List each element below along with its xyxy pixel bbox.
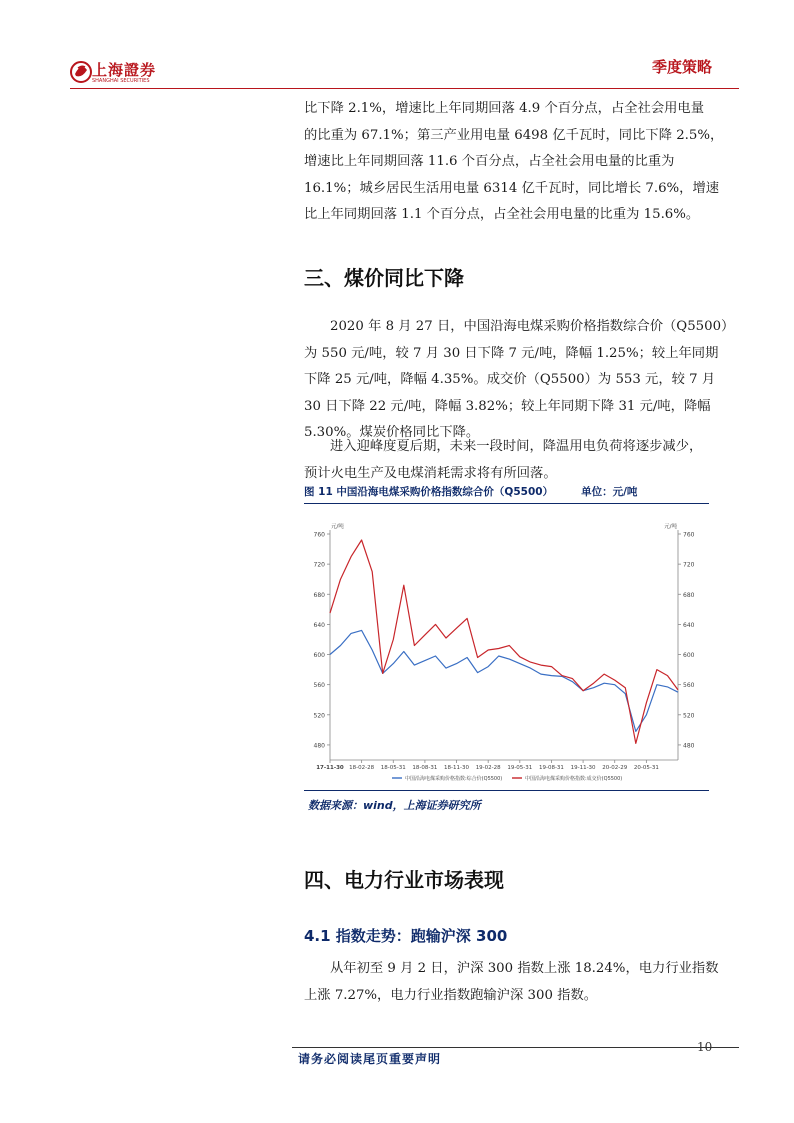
text-line: 16.1%；城乡居民生活用电量 6314 亿千瓦时，同比增长 7.6%，增速 xyxy=(304,180,720,196)
y-axis-label-right: 元/吨 xyxy=(664,524,677,530)
figure-source: 数据来源：wind，上海证券研究所 xyxy=(308,799,481,812)
series-line-1 xyxy=(330,630,678,731)
y-tick-label: 680 xyxy=(313,591,325,599)
text-line: 的比重为 67.1%；第三产业用电量 6498 亿千瓦时，同比下降 2.5%， xyxy=(304,127,724,143)
text-line: 2020 年 8 月 27 日，中国沿海电煤采购价格指数综合价（Q5500） xyxy=(330,319,735,334)
y-tick-label: 720 xyxy=(313,561,325,569)
section3-paragraph-2 xyxy=(304,434,708,487)
logo-text: 上海證券 xyxy=(92,61,157,79)
x-tick-label: 19-02-28 xyxy=(475,765,501,771)
coal-price-line-chart xyxy=(304,508,709,790)
intro-paragraph xyxy=(304,96,724,229)
text-line: 比下降 2.1%，增速比上年同期回落 4.9 个百分点，占全社会用电量 xyxy=(304,101,705,116)
text-line: 进入迎峰度夏后期，未来一段时间，降温用电负荷将逐步减少， xyxy=(330,439,703,454)
y-tick-label: 520 xyxy=(313,712,325,720)
text-line: 增速比上年同期回落 11.6 个百分点，占全社会用电量的比重为 xyxy=(304,154,675,169)
footer-disclaimer: 请务必阅读尾页重要声明 xyxy=(298,1052,442,1066)
y-tick-label: 560 xyxy=(683,682,695,690)
page-number: 10 xyxy=(697,1040,713,1054)
x-tick-label: 18-11-30 xyxy=(444,765,470,771)
text-line: 5.30%。煤炭价格同比下降。 xyxy=(304,425,480,440)
text-line: 比上年同期回落 1.1 个百分点，占全社会用电量的比重为 15.6%。 xyxy=(304,207,700,222)
section4-paragraph xyxy=(304,956,719,1009)
chart-container xyxy=(304,508,709,791)
y-tick-label: 640 xyxy=(683,621,695,629)
x-tick-label: 19-08-31 xyxy=(538,765,564,771)
y-axis-label-left: 元/吨 xyxy=(331,524,344,530)
y-tick-label: 480 xyxy=(313,742,325,750)
text-line: 下降 25 元/吨，降幅 4.35%。成交价（Q5500）为 553 元，较 7 月 xyxy=(304,372,716,387)
figure-caption xyxy=(304,484,709,504)
x-tick-label: 19-11-30 xyxy=(570,765,596,771)
section-heading: 四、电力行业市场表现 xyxy=(304,868,504,892)
x-tick-label: 18-05-31 xyxy=(380,765,406,771)
legend-label: 中国沿海电煤采购价格指数:综合价(Q5500) xyxy=(405,776,503,782)
y-tick-label: 760 xyxy=(313,531,325,539)
y-tick-label: 720 xyxy=(683,561,695,569)
text-line: 从年初至 9 月 2 日，沪深 300 指数上涨 18.24%，电力行业指数 xyxy=(330,961,719,976)
text-line: 预计火电生产及电煤消耗需求将有所回落。 xyxy=(304,465,557,481)
x-tick-label: 20-02-29 xyxy=(602,765,628,771)
y-tick-label: 600 xyxy=(683,652,695,660)
section-label: 季度策略 xyxy=(651,58,712,76)
x-tick-label: 17-11-30 xyxy=(316,765,344,771)
y-tick-label: 520 xyxy=(683,712,695,720)
y-tick-label: 680 xyxy=(683,591,695,599)
figure-unit: 单位：元/吨 xyxy=(581,486,638,498)
x-tick-label: 18-08-31 xyxy=(412,765,438,771)
section-heading: 三、煤价同比下降 xyxy=(304,266,464,290)
y-tick-label: 640 xyxy=(313,621,325,629)
x-tick-label: 19-05-31 xyxy=(507,765,533,771)
series-line-2 xyxy=(330,540,678,743)
figure-title: 图 11 中国沿海电煤采购价格指数综合价（Q5500） xyxy=(304,486,554,498)
x-tick-label: 20-05-31 xyxy=(633,765,659,771)
section3-paragraph-1 xyxy=(304,314,735,447)
y-tick-label: 760 xyxy=(683,531,695,539)
logo-subtext: SHANGHAI SECURITIES xyxy=(92,78,150,84)
footer-divider xyxy=(292,1047,739,1048)
x-tick-label: 18-02-28 xyxy=(349,765,375,771)
y-tick-label: 560 xyxy=(313,682,325,690)
header-divider xyxy=(70,88,739,89)
legend-label: 中国沿海电煤采购价格指数:成交价(Q5500) xyxy=(525,776,623,782)
text-line: 30 日下降 22 元/吨，降幅 3.82%；较上年同期下降 31 元/吨，降幅 xyxy=(304,398,711,414)
y-tick-label: 480 xyxy=(683,742,695,750)
sub-heading: 4.1 指数走势：跑输沪深 300 xyxy=(304,927,508,945)
y-tick-label: 600 xyxy=(313,652,325,660)
text-line: 上涨 7.27%，电力行业指数跑输沪深 300 指数。 xyxy=(304,987,598,1003)
text-line: 为 550 元/吨，较 7 月 30 日下降 7 元/吨，降幅 1.25%；较上年同期 xyxy=(304,345,719,361)
